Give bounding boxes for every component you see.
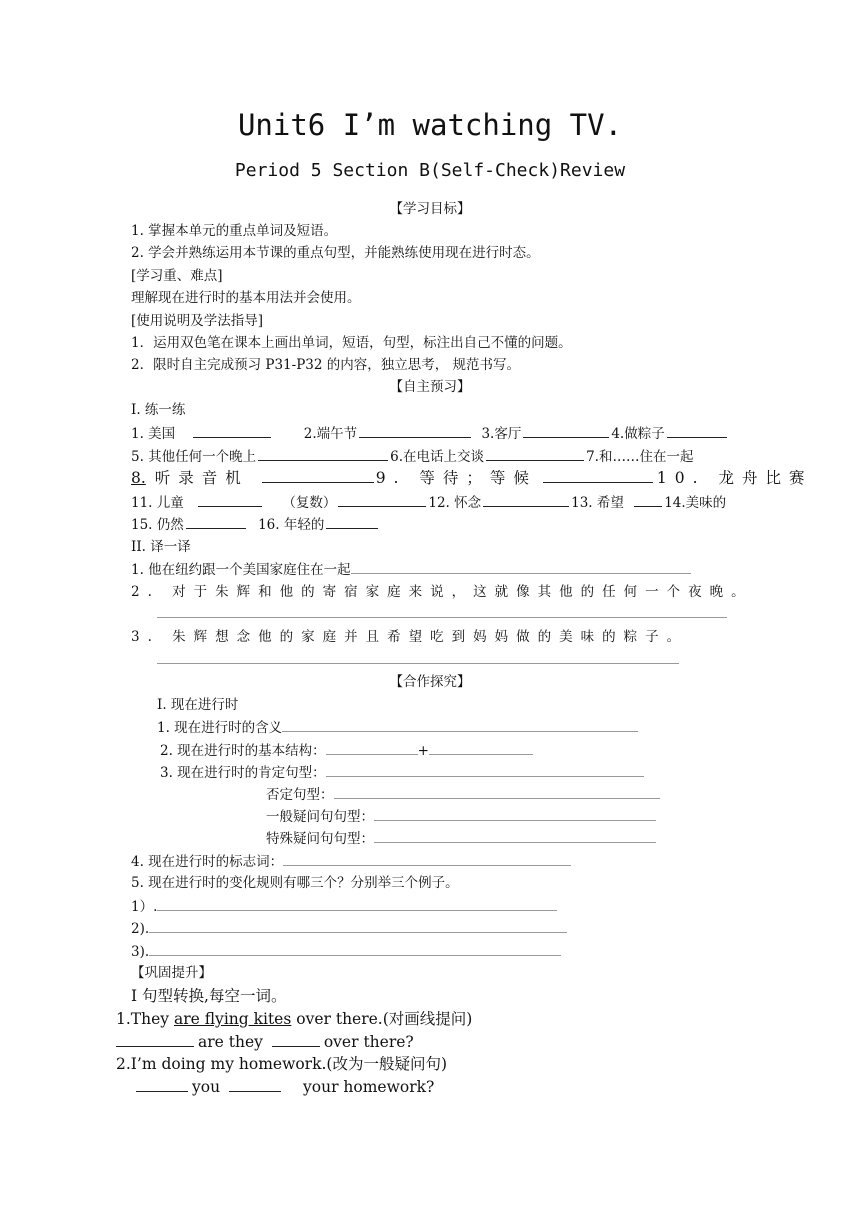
- vocab-11: 11. 儿童: [131, 495, 184, 511]
- ex2-ans-a: you: [192, 1078, 221, 1096]
- page-title: Unit6 I’m watching TV.: [237, 108, 623, 142]
- answer-blank[interactable]: [116, 1032, 194, 1047]
- general-label: 一般疑问句句型：: [266, 809, 374, 825]
- meaning-label: 1. 现在进行时的含义: [157, 720, 283, 736]
- plural-note: （复数）: [282, 495, 337, 511]
- ex1-ans-a: are they: [198, 1033, 263, 1051]
- key-points-heading: [学习重、难点]: [131, 268, 223, 284]
- answer-line[interactable]: [157, 663, 679, 664]
- page-subtitle: Period 5 Section B(Self-Check)Review: [234, 160, 626, 181]
- rules-question: 5. 现在进行时的变化规则有哪三个？分别举三个例子。: [131, 875, 459, 891]
- blank[interactable]: [198, 492, 262, 507]
- usage-heading: [使用说明及学法指导]: [131, 313, 264, 329]
- usage-item-1: 1．运用双色笔在课本上画出单词，短语，句型，标注出自己不懂的问题。: [131, 335, 572, 351]
- key-points-text: 理解现在进行时的基本用法并会使用。: [131, 290, 361, 306]
- vocab-row-2: [131, 446, 693, 467]
- translate-title: II. 译一译: [131, 539, 191, 555]
- vocab-7: 7.和……住在一起: [586, 449, 694, 465]
- vocab-3: 3.客厅: [481, 426, 522, 442]
- blank[interactable]: [186, 514, 246, 529]
- blank[interactable]: [486, 446, 584, 461]
- answer-blank[interactable]: [229, 1077, 281, 1092]
- answer-line[interactable]: [334, 784, 660, 799]
- rule-3-label: 3).: [131, 944, 150, 960]
- blank[interactable]: [543, 468, 653, 483]
- usage-item-2: 2．限时自主完成预习 P31-P32 的内容，独立思考， 规范书写。: [131, 357, 521, 373]
- signal-words-label: 4. 现在进行时的标志词：: [131, 854, 284, 870]
- rule-answer-1: [131, 896, 557, 917]
- rule-1-label: 1）.: [131, 899, 158, 915]
- vocab-4: 4.做粽子: [611, 426, 665, 442]
- vocab-10: 10. 龙舟比赛: [656, 469, 813, 487]
- rule-2-label: 2).: [131, 921, 150, 937]
- plus-sign: +: [417, 743, 429, 759]
- vocab-row-1: [131, 423, 729, 444]
- special-label: 特殊疑问句句型：: [266, 831, 374, 847]
- negative-label: 否定句型：: [266, 787, 334, 803]
- answer-line[interactable]: [326, 740, 418, 755]
- translate-3: 3. 朱辉想念他的家庭并且希望吃到妈妈做的美味的粽子。: [131, 629, 689, 645]
- ex1-ans-b: over there?: [323, 1033, 414, 1051]
- ex1-post: over there.(对画线提问): [291, 1010, 473, 1028]
- sentence-transform-title: I 句型转换,每空一词。: [131, 987, 287, 1005]
- answer-line[interactable]: [282, 717, 638, 732]
- translate-1: [131, 559, 691, 580]
- vocab-2: 2.端午节: [303, 426, 358, 442]
- exercise-1: [116, 1009, 472, 1029]
- vocab-12: 12. 怀念: [428, 495, 482, 511]
- answer-line[interactable]: [374, 828, 656, 843]
- vocab-row-5: [131, 514, 380, 535]
- goal-item-2: 2. 学会并熟练运用本节课的重点句型，并能熟练使用现在进行时态。: [131, 245, 540, 261]
- blank[interactable]: [262, 468, 374, 483]
- affirmative-question: [160, 762, 644, 783]
- translate-1-text: 1. 他在纽约跟一个美国家庭住在一起: [131, 562, 351, 578]
- blank[interactable]: [258, 446, 388, 461]
- blank[interactable]: [667, 423, 727, 438]
- vocab-16: 16. 年轻的: [258, 517, 325, 533]
- goals-heading: 【学习目标】: [389, 201, 471, 217]
- practice-title: I. 练一练: [131, 402, 186, 418]
- answer-line[interactable]: [149, 941, 561, 956]
- vocab-9: 9. 等待；等候: [375, 469, 537, 487]
- answer-line[interactable]: [351, 559, 691, 574]
- structure-question: [160, 740, 533, 761]
- translate-2: 2. 对于朱辉和他的寄宿家庭来说，这就像其他的任何一个夜晚。: [131, 584, 753, 600]
- consolidate-heading: 【巩固提升】: [131, 965, 212, 981]
- rule-answer-2: [131, 918, 567, 939]
- vocab-5: 5. 其他任何一个晚上: [131, 449, 257, 465]
- explore-heading: 【合作探究】: [389, 674, 471, 690]
- answer-line[interactable]: [283, 851, 571, 866]
- meaning-question: [157, 717, 638, 738]
- vocab-1: 1. 美国: [131, 426, 176, 442]
- vocab-row-3: [131, 468, 812, 488]
- vocab-6: 6.在电话上交谈: [390, 449, 485, 465]
- blank[interactable]: [359, 423, 471, 438]
- answer-line[interactable]: [326, 762, 644, 777]
- blank[interactable]: [634, 492, 662, 507]
- answer-line[interactable]: [429, 740, 533, 755]
- exercise-1-answer: [116, 1032, 414, 1052]
- affirmative-label: 3. 现在进行时的肯定句型：: [160, 765, 326, 781]
- preview-heading: 【自主预习】: [389, 379, 471, 395]
- negative-question: [266, 784, 660, 805]
- general-question: [266, 806, 656, 827]
- answer-line[interactable]: [157, 617, 727, 618]
- rule-answer-3: [131, 941, 561, 962]
- signal-words-question: [131, 851, 571, 872]
- vocab-row-4: [131, 492, 726, 513]
- answer-blank[interactable]: [136, 1077, 188, 1092]
- ex1-underlined: are flying kites: [173, 1010, 292, 1028]
- special-question: [266, 828, 656, 849]
- vocab-15: 15. 仍然: [131, 517, 184, 533]
- blank[interactable]: [338, 492, 426, 507]
- vocab-14: 14.美味的: [664, 495, 727, 511]
- exercise-2-answer: [136, 1077, 434, 1097]
- answer-line[interactable]: [149, 918, 567, 933]
- vocab-13: 13. 希望: [571, 495, 624, 511]
- answer-line[interactable]: [374, 806, 656, 821]
- present-continuous-title: I. 现在进行时: [157, 697, 239, 713]
- exercise-2: 2.I’m doing my homework.(改为一般疑问句): [116, 1055, 447, 1073]
- blank[interactable]: [523, 423, 609, 438]
- blank[interactable]: [326, 514, 378, 529]
- blank[interactable]: [483, 492, 569, 507]
- ex2-ans-b: your homework?: [303, 1078, 435, 1096]
- goal-item-1: 1. 掌握本单元的重点单词及短语。: [131, 223, 338, 239]
- vocab-8: 听录音机: [154, 469, 249, 487]
- blank[interactable]: [193, 423, 271, 438]
- ex1-pre: 1.They: [116, 1010, 174, 1028]
- structure-label: 2. 现在进行时的基本结构：: [160, 743, 326, 759]
- answer-line[interactable]: [157, 896, 557, 911]
- vocab-8-num: 8.: [131, 469, 146, 487]
- answer-blank[interactable]: [272, 1032, 320, 1047]
